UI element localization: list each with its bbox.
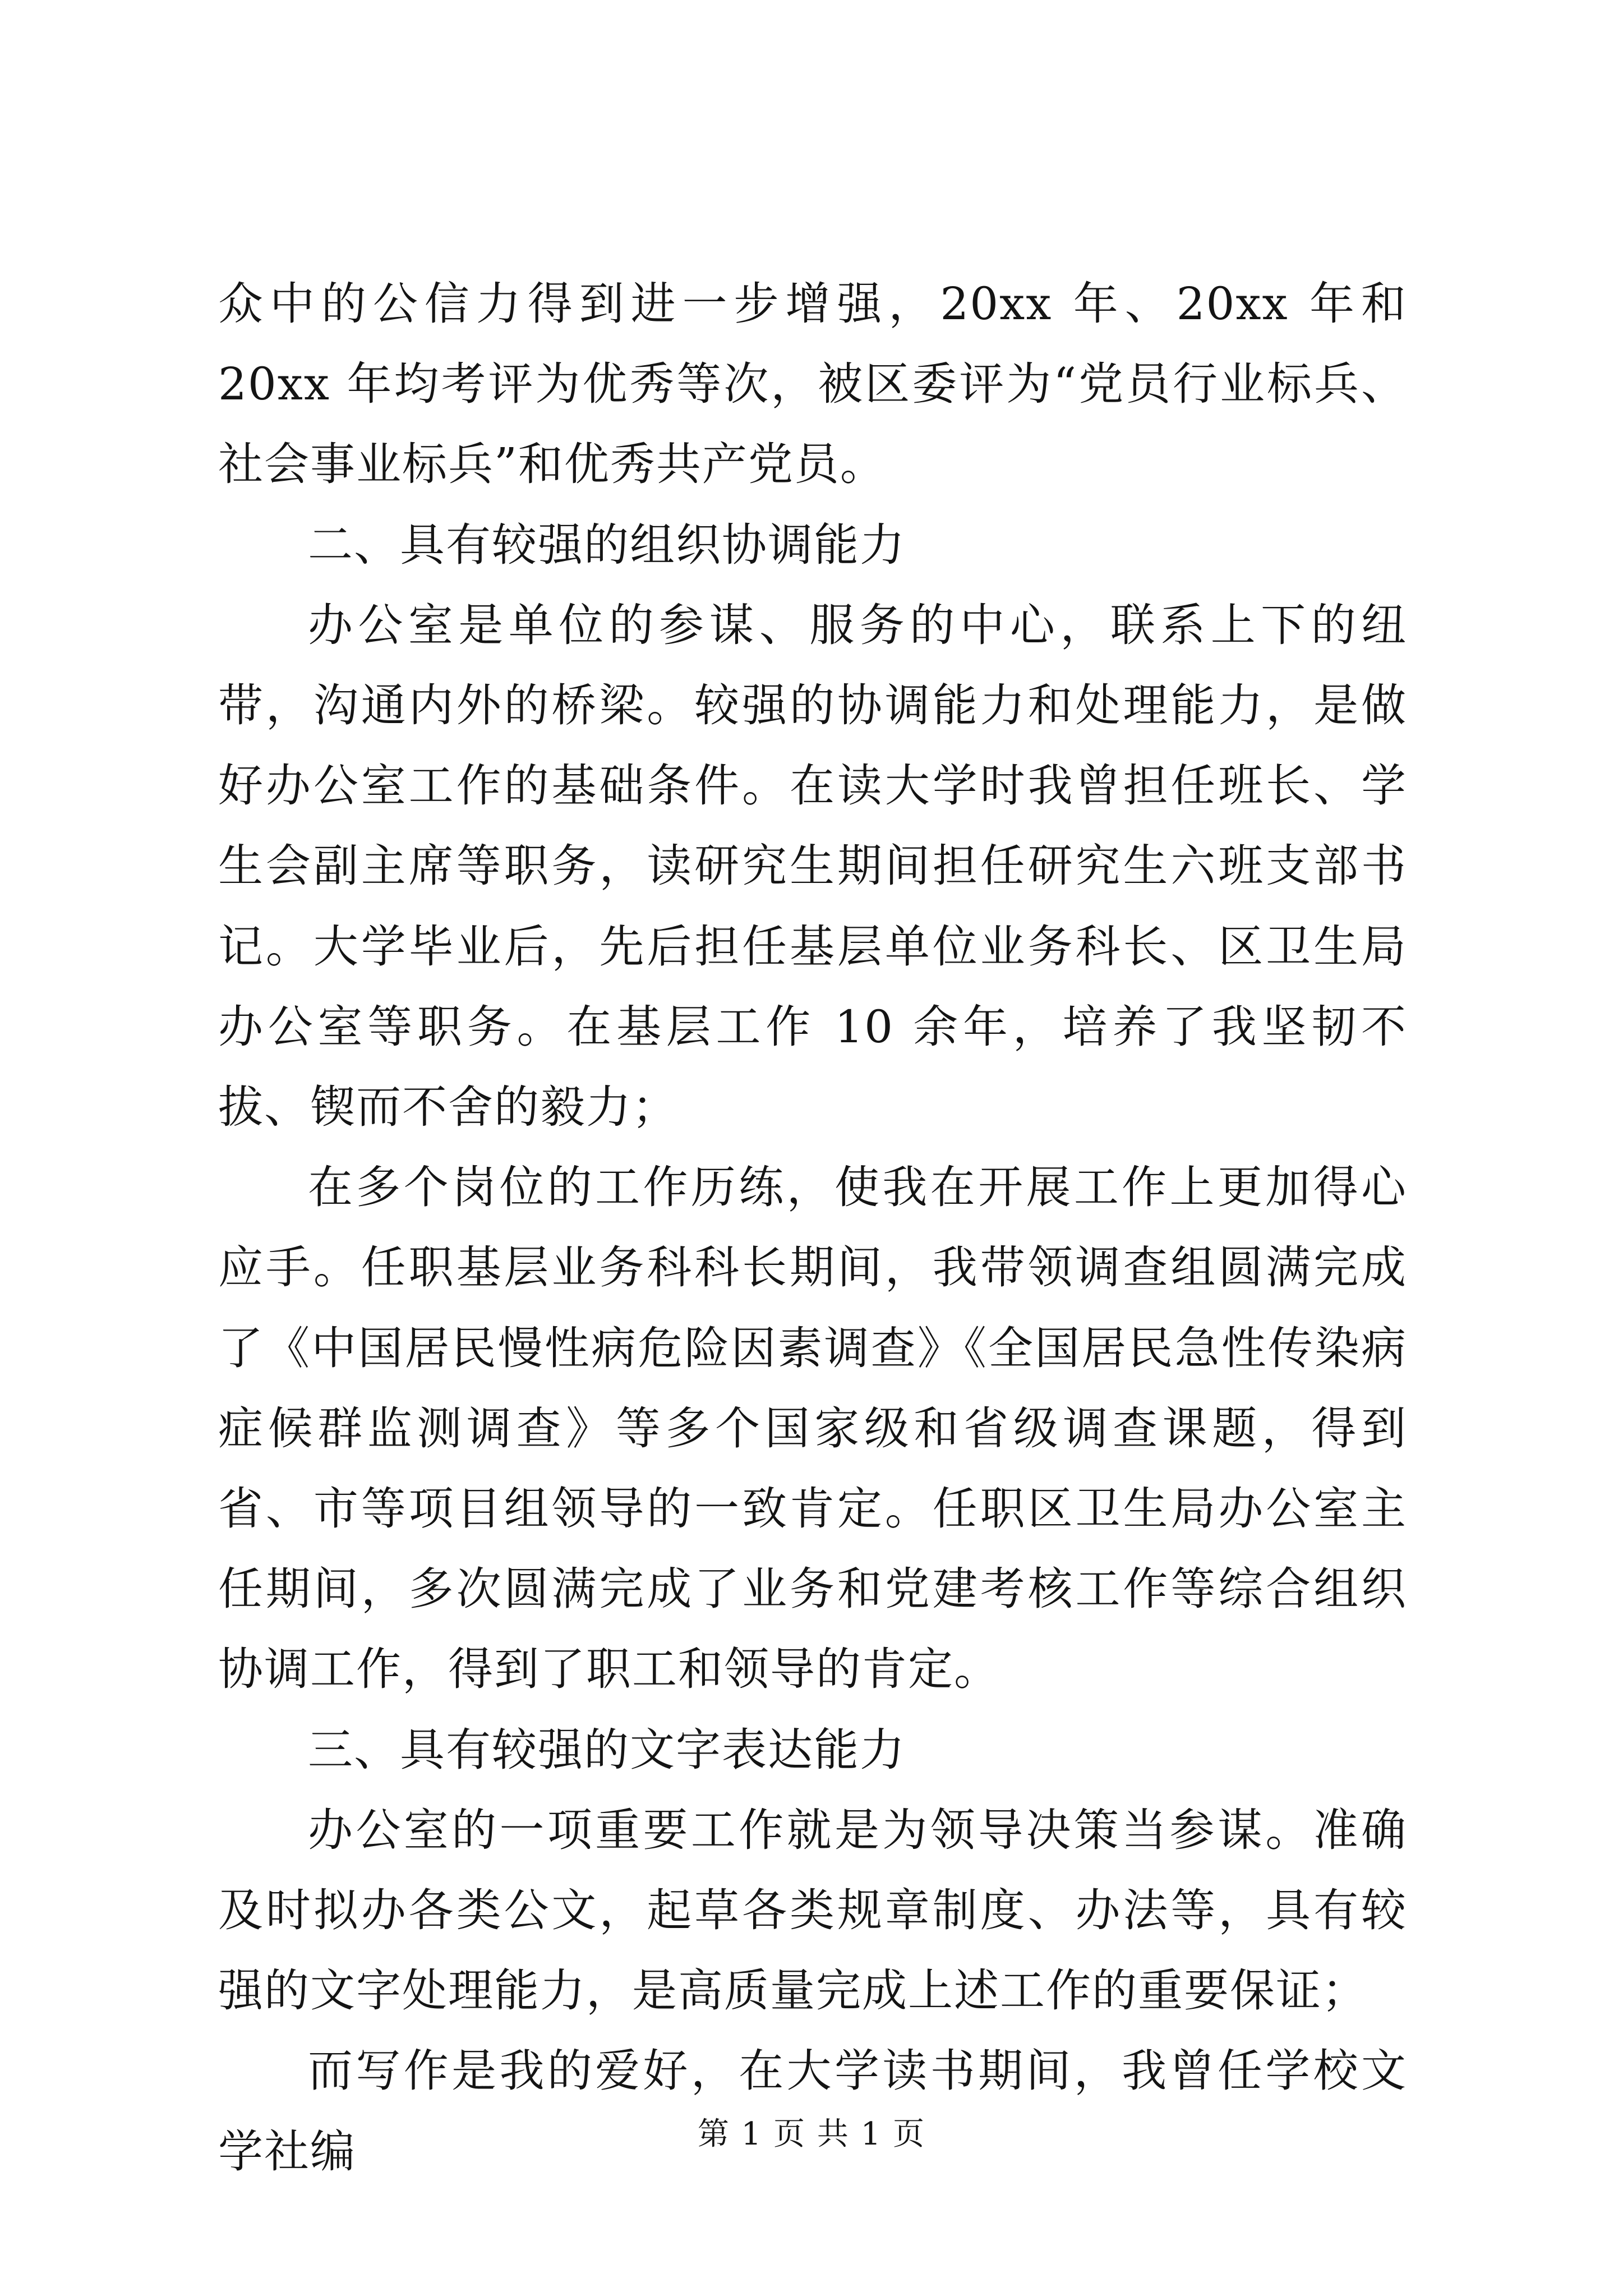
paragraph-1: 众中的公信力得到进一步增强，20xx 年、20xx 年和 20xx 年均考评为优秀等次，被区委评为“党员行业标兵、社会事业标兵”和优秀共产党员。 xyxy=(218,278,1407,491)
paragraph-3: 办公室是单位的参谋、服务的中心，联系上下的纽带，沟通内外的桥梁。较强的协调能力和处理能力，是做好办公室工作的基础条件。在读大学时我曾担任班长、学生会副主席等职务，读研究生期间担任研究生六班支部书记。大学毕业后，先后担任基层单位业务科长、区卫生局办公室等职务。在基层工作 10 余年，培养了我坚韧不拔、锲而不舍的毅力； xyxy=(218,599,1407,1134)
section-heading-3: 三、具有较强的文字表达能力 xyxy=(308,1723,906,1776)
paragraph-4: 在多个岗位的工作历练，使我在开展工作上更加得心应手。任职基层业务科科长期间，我带领调查组圆满完成了《中国居民慢性病危险因素调查》《全国居民急性传染病症候群监测调查》等多个国家级和省级调查课题，得到省、市等项目组领导的一致肯定。任职区卫生局办公室主任期间，多次圆满完成了业务和党建考核工作等综合组织协调工作，得到了职工和领导的肯定。 xyxy=(218,1161,1407,1696)
section-heading-2: 二、具有较强的组织协调能力 xyxy=(308,518,906,571)
paragraph-7: 而写作是我的爱好，在大学读书期间，我曾任学校文学社编 xyxy=(218,2045,1407,2178)
paragraph-6: 办公室的一项重要工作就是为领导决策当参谋。准确及时拟办各类公文，起草各类规章制度、办法等，具有较强的文字处理能力，是高质量完成上述工作的重要保证； xyxy=(218,1803,1407,2017)
document-body xyxy=(218,264,1407,2192)
page-number-footer: 第 1 页 共 1 页 xyxy=(697,2116,926,2152)
